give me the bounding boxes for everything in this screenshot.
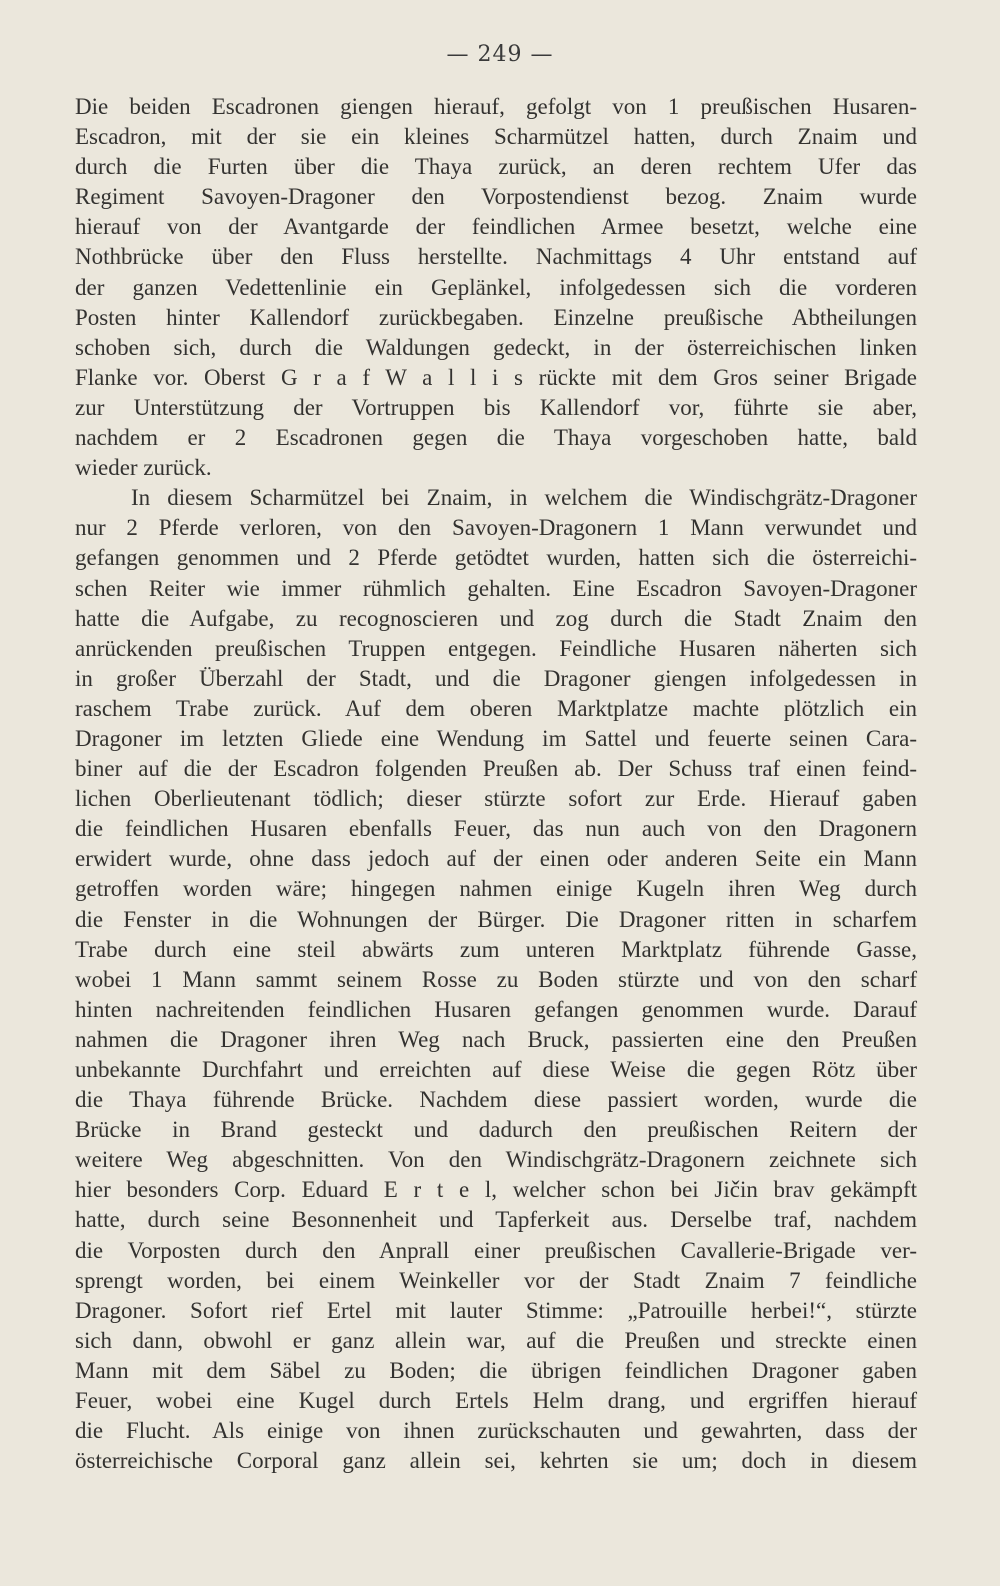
text-line: unbekannte Durchfahrt und erreichten auf diese Weise die gegen Rötz über [75, 1057, 917, 1082]
text-line: Dragoner im letzten Gliede eine Wendung im Sattel und feuerte seinen Cara- [75, 725, 917, 751]
text-line: Regiment Savoyen-Dragoner den Vorpostendienst bezog. Znaim wurde [75, 184, 917, 210]
text-line: hier besonders Corp. Eduard E r t e l, welcher schon bei Jičin brav gekämpft [75, 1177, 917, 1203]
text-line: die Vorposten durch den Anprall einer preußischen Cavallerie-Brigade ver- [75, 1237, 917, 1263]
text-line: Nothbrücke über den Fluss herstellte. Nachmittags 4 Uhr entstand auf [75, 244, 917, 270]
text-line: raschem Trabe zurück. Auf dem oberen Marktplatze machte plötzlich ein [75, 695, 917, 721]
text-line: schoben sich, durch die Waldungen gedeckt, in der österreichischen linken [75, 334, 917, 360]
text-line: durch die Furten über die Thaya zurück, an deren rechtem Ufer das [75, 154, 917, 180]
text-line: die Fenster in die Wohnungen der Bürger. Die Dragoner ritten in scharfem [75, 906, 917, 932]
text-line: hierauf von der Avantgarde der feindlichen Armee besetzt, welche eine [75, 214, 917, 240]
text-line: In diesem Scharmützel bei Znaim, in welchem die Windischgrätz-Dragoner [131, 485, 917, 511]
text-line: hatte die Aufgabe, zu recognoscieren und zog durch die Stadt Znaim den [75, 605, 917, 631]
text-line: Brücke in Brand gesteckt und dadurch den preußischen Reitern der [75, 1117, 917, 1143]
text-line: Dragoner. Sofort rief Ertel mit lauter Stimme: „Patrouille herbei!“, stürzte [75, 1297, 917, 1323]
text-line: in großer Überzahl der Stadt, und die Dragoner giengen infolgedessen in [75, 665, 917, 691]
text-line: biner auf die der Escadron folgenden Preußen ab. Der Schuss traf einen feind- [75, 756, 917, 782]
text-line: Die beiden Escadronen giengen hierauf, gefolgt von 1 preußischen Husaren- [75, 94, 917, 119]
text-line: österreichische Corporal ganz allein sei, kehrten sie um; doch in diesem [75, 1448, 917, 1474]
text-line: wieder zurück. [75, 455, 212, 481]
text-line: wobei 1 Mann sammt seinem Rosse zu Boden stürzte und von den scharf [75, 966, 917, 992]
body-text [75, 92, 917, 1476]
text-line: schen Reiter wie immer rühmlich gehalten. Eine Escadron Savoyen-Dragoner [75, 575, 917, 601]
page-number: — 249 — [446, 42, 554, 67]
text-line: die Thaya führende Brücke. Nachdem diese passiert worden, wurde die [75, 1087, 917, 1113]
text-line: sprengt worden, bei einem Weinkeller vor der Stadt Znaim 7 feindliche [75, 1267, 917, 1293]
text-line: erwidert wurde, ohne dass jedoch auf der einen oder anderen Seite ein Mann [75, 846, 917, 872]
text-line: die feindlichen Husaren ebenfalls Feuer, das nun auch von den Dragonern [75, 816, 917, 842]
text-line: Mann mit dem Säbel zu Boden; die übrigen feindlichen Dragoner gaben [75, 1357, 917, 1383]
text-line: zur Unterstützung der Vortruppen bis Kallendorf vor, führte sie aber, [75, 394, 917, 420]
text-line: lichen Oberlieutenant tödlich; dieser stürzte sofort zur Erde. Hierauf gaben [75, 786, 917, 812]
text-line: nahmen die Dragoner ihren Weg nach Bruck, passierten eine den Preußen [75, 1026, 917, 1052]
text-line: nur 2 Pferde verloren, von den Savoyen-Dragonern 1 Mann verwundet und [75, 515, 917, 541]
text-line: Escadron, mit der sie ein kleines Scharmützel hatten, durch Znaim und [75, 124, 917, 150]
text-line: sich dann, obwohl er ganz allein war, auf die Preußen und streckte einen [75, 1327, 917, 1353]
text-line: die Flucht. Als einige von ihnen zurückschauten und gewahrten, dass der [75, 1418, 917, 1444]
text-line: getroffen worden wäre; hingegen nahmen einige Kugeln ihren Weg durch [75, 876, 917, 902]
text-line: Trabe durch eine steil abwärts zum unteren Marktplatz führende Gasse, [75, 936, 917, 962]
text-line: weitere Weg abgeschnitten. Von den Windischgrätz-Dragonern zeichnete sich [75, 1147, 917, 1173]
text-line: Flanke vor. Oberst G r a f W a l l i s rückte mit dem Gros seiner Brigade [75, 364, 917, 390]
text-line: gefangen genommen und 2 Pferde getödtet wurden, hatten sich die österreichi- [75, 545, 917, 571]
text-line: der ganzen Vedettenlinie ein Geplänkel, infolgedessen sich die vorderen [75, 274, 917, 300]
text-line: hatte, durch seine Besonnenheit und Tapferkeit aus. Derselbe traf, nachdem [75, 1207, 917, 1233]
text-line: Feuer, wobei eine Kugel durch Ertels Helm drang, und ergriffen hierauf [75, 1388, 917, 1414]
text-line: anrückenden preußischen Truppen entgegen. Feindliche Husaren näherten sich [75, 635, 917, 661]
text-line: Posten hinter Kallendorf zurückbegaben. Einzelne preußische Abtheilungen [75, 304, 917, 330]
text-line: hinten nachreitenden feindlichen Husaren gefangen genommen wurde. Darauf [75, 996, 917, 1022]
text-line: nachdem er 2 Escadronen gegen die Thaya vorgeschoben hatte, bald [75, 425, 917, 451]
